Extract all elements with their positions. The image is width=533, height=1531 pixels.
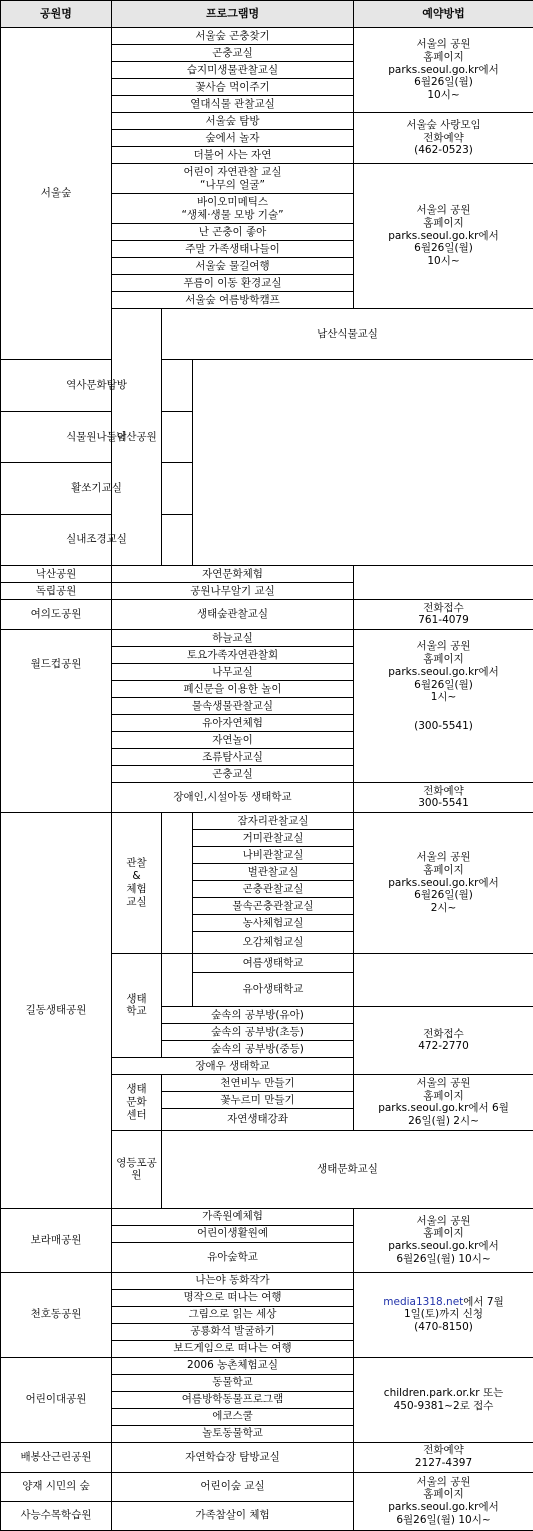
reserve-g3: 서울의 공원 홈페이지 parks.seoul.go.kr에서 6월 26일(월) 2시~ <box>354 1074 533 1130</box>
park-naksan: 낙산공원 <box>1 565 112 582</box>
program: 에코스쿨 <box>112 1408 354 1425</box>
program: 난 곤충이 좋아 <box>112 224 354 241</box>
program: 숲속의 공부방(초등) <box>162 1023 354 1040</box>
park-gildong: 길동생태공원 <box>1 812 112 1208</box>
reserve-baebongsan: 전화예약 2127-4397 <box>354 1442 533 1472</box>
program: 서울숲 곤충찾기 <box>112 28 354 45</box>
program: 가족참살이 체험 <box>112 1501 354 1530</box>
program: 거미관찰교실 <box>193 829 354 846</box>
program: 물속생물관찰교실 <box>112 697 354 714</box>
park-youngdeungpo: 영등포공원 <box>112 1130 162 1208</box>
program: 더불어 사는 자연 <box>112 147 354 164</box>
program: 곤충교실 <box>112 45 354 62</box>
program: 생태문화교실 <box>162 1130 533 1208</box>
park-baebongsan: 배봉산근린공원 <box>1 1442 112 1472</box>
park-yangjae: 양재 시민의 숲 <box>1 1472 112 1501</box>
program: 역사문화탐방 <box>1 360 193 411</box>
program: 유아숲학교 <box>112 1242 354 1272</box>
park-boramae: 보라매공원 <box>1 1208 112 1272</box>
sub-g1: 관찰 & 체험 교실 <box>112 812 162 953</box>
program: 명작으로 떠나는 여행 <box>112 1289 354 1306</box>
program: 유아자연체험 <box>112 714 354 731</box>
program: 숲속의 공부방(유아) <box>162 1006 354 1023</box>
program: 공룡화석 발굴하기 <box>112 1323 354 1340</box>
program: 숲속의 공부방(중등) <box>162 1040 354 1057</box>
program: 꽃누르미 만들기 <box>162 1091 354 1108</box>
sub-g3: 생태 문화 센터 <box>112 1074 162 1130</box>
reserve-s3: 서울의 공원 홈페이지 parks.seoul.go.kr에서 6월26일(월) 10시~ <box>354 164 533 309</box>
program: 서울숲 여름방학캠프 <box>112 292 354 309</box>
reserve-w1: 서울의 공원 홈페이지 parks.seoul.go.kr에서 6월26일(월) 1시~ <box>354 629 533 714</box>
program: 여름방학동물프로그램 <box>112 1391 354 1408</box>
program: 어린이생활원예 <box>112 1225 354 1242</box>
program: 자연생태강좌 <box>162 1108 354 1130</box>
program: 장애인,시설아동 생태학교 <box>112 782 354 812</box>
program: 벌관찰교실 <box>193 863 354 880</box>
header-reserve: 예약방법 <box>354 1 533 28</box>
park-seoulsup: 서울숲 <box>1 28 112 360</box>
park-children: 어린이대공원 <box>1 1357 112 1442</box>
program: 식물원나들이 <box>1 411 193 462</box>
program: 가족원예체험 <box>112 1208 354 1225</box>
program: 자연학습장 탐방교실 <box>112 1442 354 1472</box>
spacer <box>162 953 193 1006</box>
program: 나비관찰교실 <box>193 846 354 863</box>
program: 하늘교실 <box>112 629 354 646</box>
reserve-c <box>354 1272 533 1357</box>
program: 서울숲 탐방 <box>112 113 354 130</box>
park-sareung: 사능수목학습원 <box>1 1501 112 1530</box>
header-program: 프로그램명 <box>112 1 354 28</box>
media-link[interactable]: media1318.net <box>383 1296 463 1308</box>
program: 푸름이 이동 환경교실 <box>112 275 354 292</box>
program: 유아생태학교 <box>193 972 354 1006</box>
program: 활쏘기교실 <box>1 463 193 514</box>
program: 오감체험교실 <box>193 931 354 953</box>
program: 곤충관찰교실 <box>193 880 354 897</box>
program: 조류탐사교실 <box>112 748 354 765</box>
program: 2006 농촌체험교실 <box>112 1357 354 1374</box>
program: 자연문화체험 <box>112 565 354 582</box>
program: 보드게임으로 떠나는 여행 <box>112 1340 354 1357</box>
program: 주말 가족생태나들이 <box>112 241 354 258</box>
reserve-empty <box>354 953 533 1006</box>
reserve-ys: 서울의 공원 홈페이지 parks.seoul.go.kr에서 6월26일(월) 10시~ <box>354 1472 533 1530</box>
header-park: 공원명 <box>1 1 112 28</box>
program: 폐신문을 이용한 놀이 <box>112 680 354 697</box>
program: 잠자리관찰교실 <box>193 812 354 829</box>
program: 농사체험교실 <box>193 914 354 931</box>
program: 바이오미메틱스 “생체·생물 모방 기술” <box>112 194 354 224</box>
reserve-g1: 서울의 공원 홈페이지 parks.seoul.go.kr에서 6월26일(월) 2시~ <box>354 812 533 953</box>
sub-g2: 생태 학교 <box>112 953 162 1057</box>
reserve-ch: children.park.or.kr 또는 450-9381~2로 접수 <box>354 1357 533 1442</box>
spacer <box>162 812 193 953</box>
program: 놀토동물학교 <box>112 1425 354 1442</box>
program: 생태숲관찰교실 <box>112 599 354 629</box>
program: 공원나무알기 교실 <box>112 582 354 599</box>
program: 남산식물교실 <box>162 309 533 360</box>
program: 나는야 동화작가 <box>112 1272 354 1289</box>
program: 열대식물 관찰교실 <box>112 96 354 113</box>
program: 토요가족자연관찰회 <box>112 646 354 663</box>
reserve-b: 서울의 공원 홈페이지 parks.seoul.go.kr에서 6월26일(월) 10시~ <box>354 1208 533 1272</box>
reserve-s1: 서울의 공원 홈페이지 parks.seoul.go.kr에서 6월26일(월) 10시~ <box>354 28 533 113</box>
program: 물속곤충관찰교실 <box>193 897 354 914</box>
park-worldcup: 월드컵공원 <box>1 629 112 812</box>
program: 어린이 자연관찰 교실 “나무의 얼굴” <box>112 164 354 194</box>
reserve-w1b: (300-5541) <box>354 714 533 782</box>
program: 자연놀이 <box>112 731 354 748</box>
program: 습지미생물관찰교실 <box>112 62 354 79</box>
reserve-yeouido: 전화접수 761-4079 <box>354 599 533 629</box>
program: 그림으로 읽는 세상 <box>112 1306 354 1323</box>
park-cheonho: 천호동공원 <box>1 1272 112 1357</box>
program: 실내조경교실 <box>1 514 193 565</box>
program: 여름생태학교 <box>193 953 354 972</box>
reserve-c-text: 에서 7월 1일(토)까지 신청 (470-8150) <box>404 1296 504 1334</box>
reserve-s2: 서울숲 사랑모임 전화예약 (462-0523) <box>354 113 533 164</box>
program: 꽃사슴 먹이주기 <box>112 79 354 96</box>
program: 동물학교 <box>112 1374 354 1391</box>
program: 나무교실 <box>112 663 354 680</box>
reserve-empty <box>354 565 533 599</box>
park-yeouido: 여의도공원 <box>1 599 112 629</box>
reserve-g2: 전화접수 472-2770 <box>354 1006 533 1074</box>
program: 어린이숲 교실 <box>112 1472 354 1501</box>
program: 숲에서 놀자 <box>112 130 354 147</box>
program: 서울숲 물길여행 <box>112 258 354 275</box>
reserve-w2: 전화예약 300-5541 <box>354 782 533 812</box>
park-namsan: 남산공원 <box>112 309 162 566</box>
program: 장애우 생태학교 <box>112 1057 354 1074</box>
park-dongnip: 독립공원 <box>1 582 112 599</box>
program: 곤충교실 <box>112 765 354 782</box>
program: 천연비누 만들기 <box>162 1074 354 1091</box>
